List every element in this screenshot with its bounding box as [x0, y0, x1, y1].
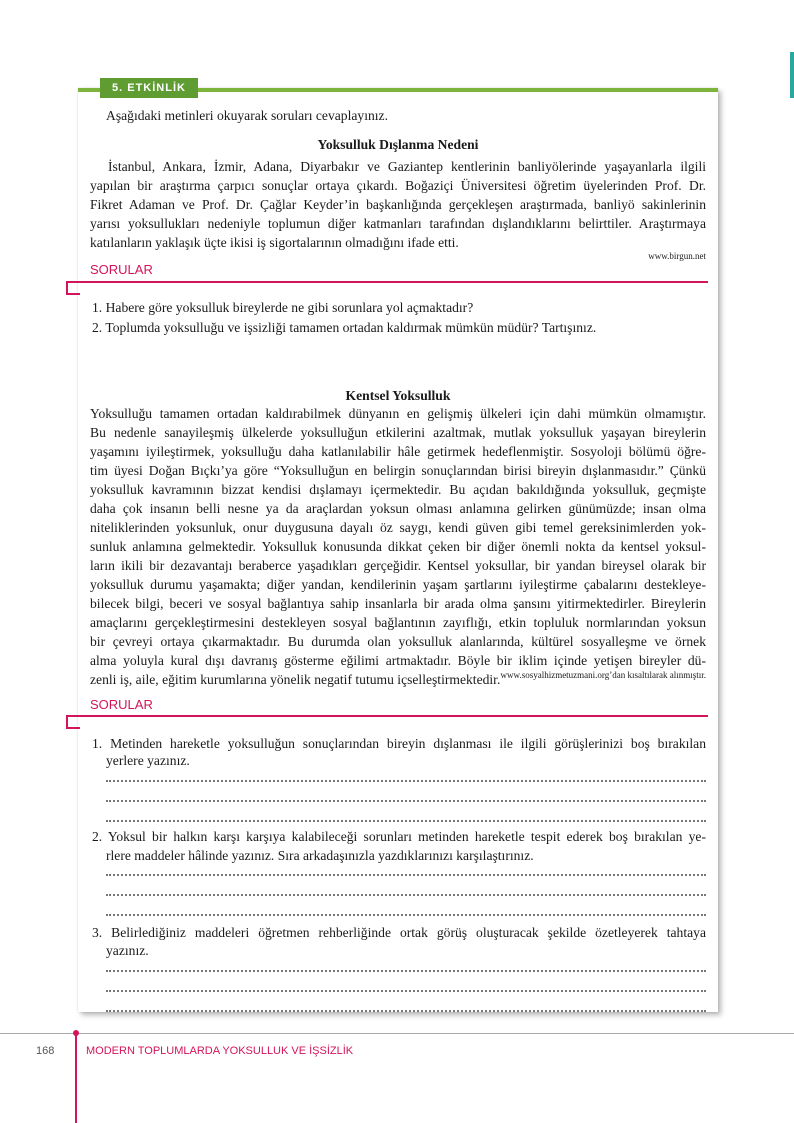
text2-line: Yoksulluğu tamamen ortadan kaldırabilmek dünyanın en gelişmiş ülkeleri için dahi mümkün olmamıştır. — [90, 406, 706, 421]
text2-line: tim üyesi Doğan Bıçkı’ya göre “Yoksulluğun en belirgin sonuçlarından birisi bireyin dışlanmasıdır.” Çünkü — [90, 463, 706, 478]
activity-badge: 5. ETKİNLİK — [100, 78, 198, 98]
question2-3-line: 3. Belirlediğiniz maddeleri öğretmen rehberliğinde ortak görüş oluşturacak şekilde özetleyerek tahtaya — [92, 925, 706, 940]
question1-item: 1. Habere göre yoksulluk bireylerde ne gibi sorunlara yol açmaktadır? — [92, 300, 474, 315]
text2-line: niteliklerinden yoksunluk, onur duygusuna dayalı öz saygı, kendi güven gibi temel gereksinimlerden yok- — [90, 520, 706, 535]
text2-source: www.sosyalhizmetuzmani.org’dan kısaltılarak alınmıştır. — [500, 670, 706, 680]
question2-1-line: yerlere yazınız. — [106, 753, 190, 768]
questions1-rule — [66, 281, 708, 283]
answer-line[interactable] — [106, 792, 706, 802]
edge-tab-marker — [790, 52, 794, 98]
text2-line: bir çevreyi ortaya çıkarmaktadır. Bu durumda olan yoksulluk alanlarında, kültürel sosyalleşme ve örnek — [90, 634, 706, 649]
answer-line[interactable] — [106, 982, 706, 992]
text1-line: Fikret Adaman ve Prof. Dr. Çağlar Keyder’in başkanlığında gerçekleşen araştırmada, banliyö sakinlerinin — [90, 197, 706, 212]
page-number: 168 — [36, 1045, 55, 1057]
text2-line: amaçlarını gerçekleştirmesini destekleyen sosyal bağlantının zayıflığı, etkin topluluk normlarından yoksun — [90, 615, 706, 630]
questions2-rule — [66, 715, 708, 717]
text1-source: www.birgun.net — [648, 251, 706, 261]
questions2-rule-notch — [66, 715, 80, 729]
answer-line[interactable] — [106, 812, 706, 822]
text2-line: bilecek bilgi, beceri ve sosyal bağlantıya sahip insanlarla bir arada olma şansını yitirmektedirler. Bireylerin — [90, 596, 706, 611]
text2-line: zenli iş, aile, eğitim kurumlarına yönelik negatif tutumu içselleştirmektedir. — [90, 672, 501, 687]
text2-line: alma yoluyla kural dışı davranış gösterme eğilimi artmaktadır. Böyle bir iklim içinde yetişen bireyler dü- — [90, 653, 706, 668]
text1-line: yarısı yoksullukları nedeniyle toplumun diğer katmanları tarafından dışlandıklarını belirttiler. Araştırmaya — [90, 216, 706, 231]
text1-title: Yoksulluk Dışlanma Nedeni — [317, 137, 479, 152]
footer-accent-dot — [73, 1030, 79, 1036]
question1-item: 2. Toplumda yoksulluğu ve işsizliği tamamen ortadan kaldırmak mümkün müdür? Tartışınız. — [92, 320, 597, 335]
text2-line: ların ikili bir dezavantajı beraberce yaşadıkları gerçeğidir. Kentsel yoksullar, bir yandan bireysel olarak bir — [90, 558, 706, 573]
questions1-rule-notch — [66, 281, 80, 295]
text2-line: yaşamını iyileştirmek, yoksulluğu daha katlanılabilir hâle getirmek hedeflenmiştir. Sosyoloji bölümü öğre- — [90, 444, 706, 459]
answer-line[interactable] — [106, 866, 706, 876]
answer-line[interactable] — [106, 772, 706, 782]
answer-line[interactable] — [106, 886, 706, 896]
question2-2-line: rlere maddeler hâlinde yazınız. Sıra arkadaşınızla yazdıklarınızı karşılaştırınız. — [106, 848, 534, 863]
footer-accent-line — [75, 1033, 77, 1123]
answer-line[interactable] — [106, 906, 706, 916]
activity-instruction: Aşağıdaki metinleri okuyarak soruları cevaplayınız. — [106, 108, 388, 123]
text2-line: Bu nedenle sanayileşmiş ülkelerde yoksulluğun etkilerini azaltmak, mutlak yoksulluk yaşayan bireylerin — [90, 425, 706, 440]
text1-line: İstanbul, Ankara, İzmir, Adana, Diyarbakır ve Gaziantep kentlerinin banliyölerinde yaşayanlarla ilgili — [108, 159, 706, 174]
footer-divider — [0, 1033, 794, 1034]
text2-title: Kentsel Yoksulluk — [345, 388, 451, 403]
question2-1-line: 1. Metinden hareketle yoksulluğun sonuçlarından bireyin dışlanması ile ilgili görüşlerinizi boş bırakılan — [92, 736, 706, 751]
text2-line: yoksulluk durumu yaşamakta; diğer yandan, kendilerinin yaşam şartlarını iyileştirme çabalarını destekleye- — [90, 577, 706, 592]
questions2-heading: SORULAR — [90, 697, 153, 712]
text2-line: sunluk anlamına gelmektedir. Yoksulluk konusunda dikkat çeken bir diğer önemli nokta da kentsel yoksul- — [90, 539, 706, 554]
text2-line: daha çok insanın belli nesne ya da araçlardan yoksun olması anlamına gelirken günümüzde; insan olma — [90, 501, 706, 516]
answer-line[interactable] — [106, 1002, 706, 1012]
footer-chapter-title: MODERN TOPLUMLARDA YOKSULLUK VE İŞSİZLİK — [86, 1045, 354, 1057]
text2-line: yoksulluk kavramının bizzat kendisi dışlamayı içermektedir. Bu açıdan bakıldığında yoksulluk, geçmişte — [90, 482, 706, 497]
question2-3-line: yazınız. — [106, 943, 149, 958]
question2-2-line: 2. Yoksul bir halkın karşı karşıya kalabileceği sorunları metinden hareketle tespit ederek boş bırakılan ye- — [92, 829, 706, 844]
text1-line: yapılan bir araştırma çarpıcı sonuçlar ortaya çıkardı. Boğaziçi Üniversitesi öğretim üyelerinden Prof. Dr. — [90, 178, 706, 193]
text1-line: katılanların yaklaşık üçte ikisi iş sigortalarının olmadığını ifade etti. — [90, 235, 459, 250]
questions1-heading: SORULAR — [90, 262, 153, 277]
answer-line[interactable] — [106, 962, 706, 972]
